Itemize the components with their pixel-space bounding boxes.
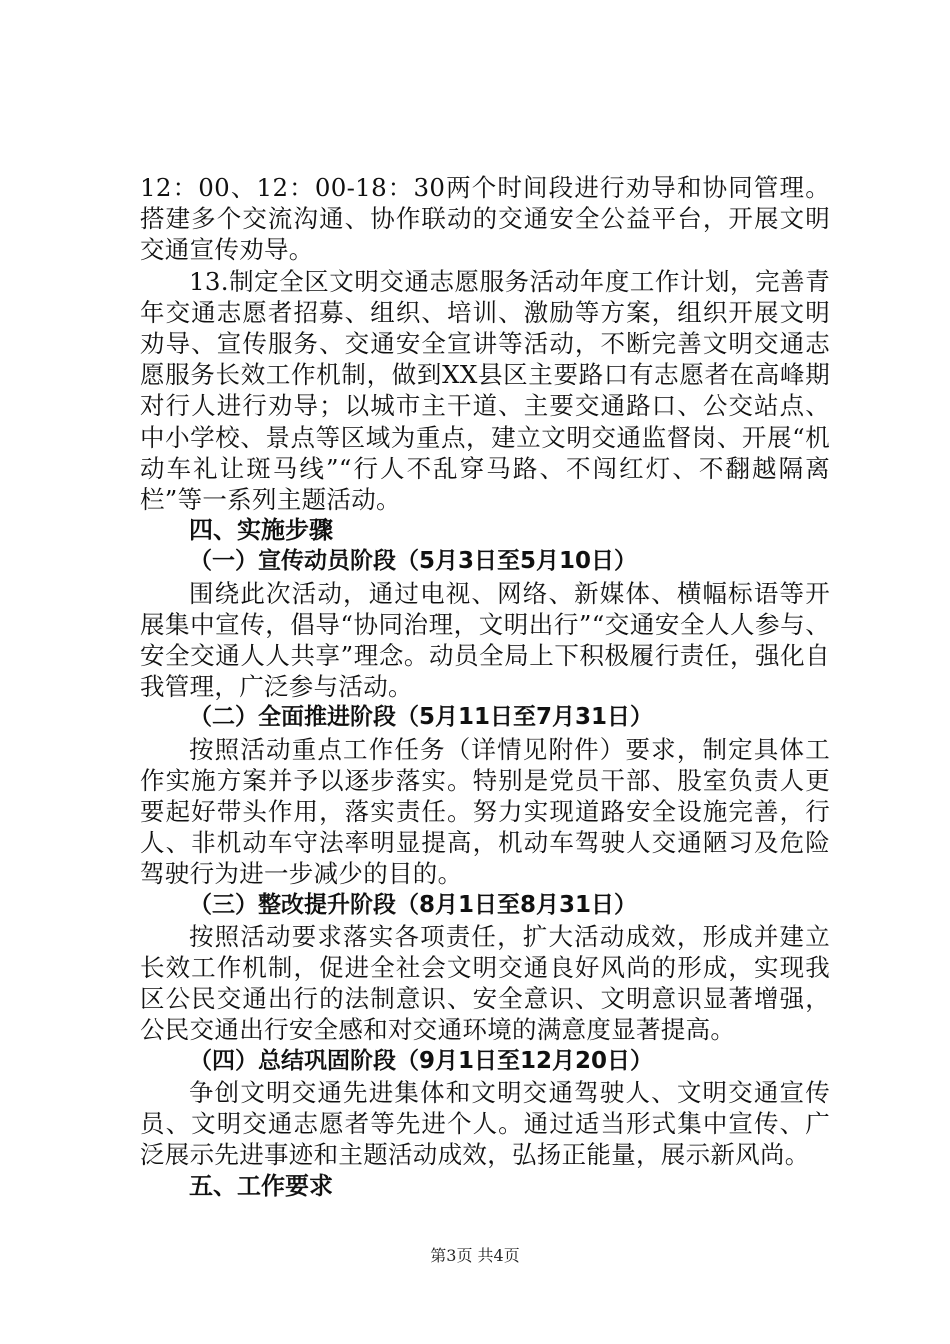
paragraph-rectification-stage: 按照活动要求落实各项责任，扩大活动成效，形成并建立长效工作机制，促进全社会文明交通良好风尚的形成，实现我区公民交通出行的法制意识、安全意识、文明意识显著增强，公民交通出行安全感和对交通环境的满意度显著提高。: [140, 921, 830, 1045]
document-body: [140, 172, 830, 1202]
section-heading-work-requirements: 五、工作要求: [189, 1171, 333, 1200]
page-footer: 第3页 共4页: [430, 1246, 520, 1265]
subheading-rectification-stage: （三）整改提升阶段（8月1日至8月31日）: [189, 891, 638, 918]
paragraph-item-13: 13.制定全区文明交通志愿服务活动年度工作计划，完善青年交通志愿者招募、组织、培训、激励等方案，组织开展文明劝导、宣传服务、交通安全宣讲等活动，不断完善文明交通志愿服务长效工作机制，做到XX县区主要路口有志愿者在高峰期对行人进行劝导；以城市主干道、主要交通路口、公交站点、中小学校、景点等区域为重点，建立文明交通监督岗、开展“机动车礼让斑马线”“行人不乱穿马路、不闯红灯、不翻越隔离栏”等一系列主题活动。: [140, 266, 831, 515]
paragraph-promotion-stage: 按照活动重点工作任务（详情见附件）要求，制定具体工作实施方案并予以逐步落实。特别是党员干部、股室负责人更要起好带头作用，落实责任。努力实现道路安全设施完善，行人、非机动车守法率明显提高，机动车驾驶人交通陋习及危险驾驶行为进一步减少的目的。: [140, 734, 830, 889]
paragraph-summary-stage: 争创文明交通先进集体和文明交通驾驶人、文明交通宣传员、文明交通志愿者等先进个人。通过适当形式集中宣传、广泛展示先进事迹和主题活动成效，弘扬正能量，展示新风尚。: [140, 1077, 830, 1170]
subheading-summary-stage: （四）总结巩固阶段（9月1日至12月20日）: [189, 1047, 654, 1074]
paragraph-time-slots: 12：00、12：00-18：30两个时间段进行劝导和协同管理。搭建多个交流沟通、协作联动的交通安全公益平台，开展文明交通宣传劝导。: [140, 173, 830, 265]
paragraph-publicity-stage: 围绕此次活动，通过电视、网络、新媒体、横幅标语等开展集中宣传，倡导“协同治理，文明出行”“交通安全人人参与、安全交通人人共享”理念。动员全局上下积极履行责任，强化自我管理，广泛参与活动。: [140, 578, 830, 702]
subheading-publicity-stage: （一）宣传动员阶段（5月3日至5月10日）: [189, 548, 638, 575]
subheading-promotion-stage: （二）全面推进阶段（5月11日至7月31日）: [189, 704, 654, 731]
section-heading-implementation-steps: 四、实施步骤: [189, 516, 333, 545]
